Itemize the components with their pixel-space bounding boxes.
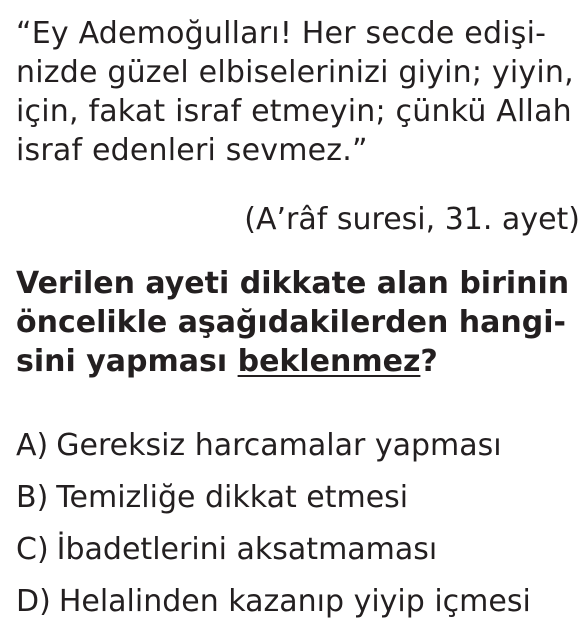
question-keyword-underlined: beklenmez [237, 344, 421, 379]
question-mark: ? [420, 344, 438, 379]
question-line-3-prefix: sini yapması [16, 344, 238, 379]
option-d-letter: D) [16, 584, 51, 619]
verse-line-1: “Ey Ademoğulları! Her secde edişi- [16, 16, 547, 51]
option-c[interactable] [16, 524, 582, 576]
option-c-text: İbadetlerini aksatmaması [56, 532, 438, 567]
option-c-letter: C) [16, 532, 49, 567]
verse-quote [16, 14, 582, 170]
option-d[interactable] [16, 576, 582, 628]
option-b[interactable] [16, 472, 582, 524]
option-a-text: Gereksiz harcamalar yapması [56, 428, 502, 463]
verse-line-4: israf edenleri sevmez.” [16, 133, 368, 168]
question-line-1: Verilen ayeti dikkate alan birinin [16, 266, 570, 301]
option-a[interactable] [16, 420, 582, 472]
verse-line-2: nizde güzel elbiselerinizi giyin; yiyin, [16, 55, 574, 90]
option-a-letter: A) [16, 428, 49, 463]
verse-reference: (A’râf suresi, 31. ayet) [244, 202, 580, 237]
option-b-letter: B) [16, 480, 49, 515]
option-b-text: Temizliğe dikkat etmesi [56, 480, 409, 515]
option-d-text: Helalinden kazanıp yiyip içmesi [58, 584, 531, 619]
answer-options [16, 420, 582, 628]
question-line-3 [16, 342, 582, 381]
question-line-2: öncelikle aşağıdakilerden hangi- [16, 305, 566, 340]
verse-line-3: için, fakat israf etmeyin; çünkü Allah [16, 94, 572, 129]
question-stem [16, 264, 582, 381]
